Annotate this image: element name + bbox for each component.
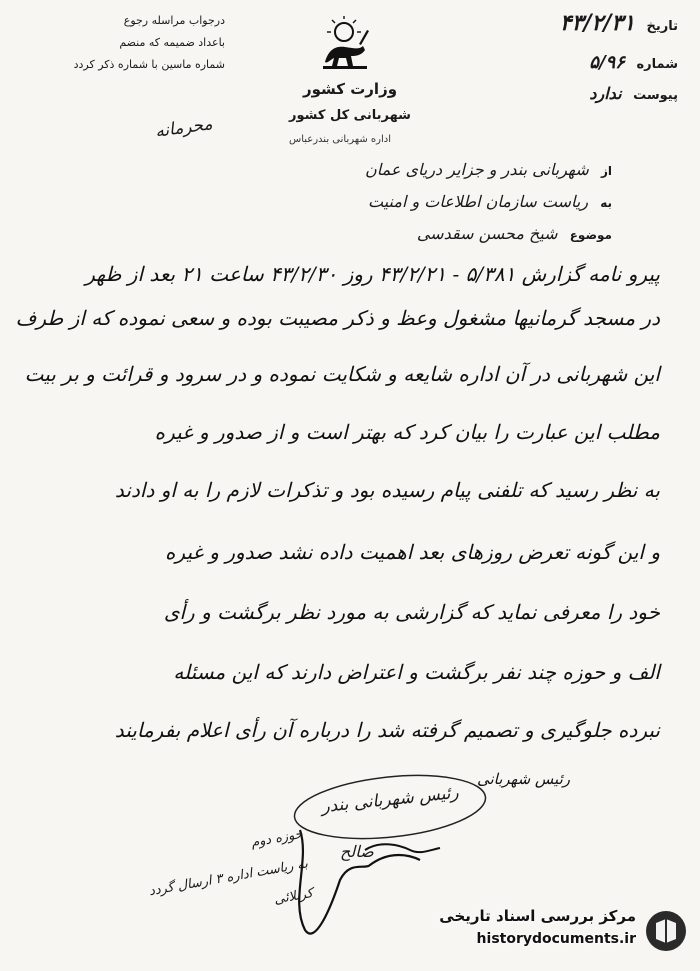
lion-and-sun-emblem-icon [315,16,373,74]
body-line-2: در مسجد گرمانیها مشغول وعظ و ذکر مصیبت بوده و سعی نموده که از طرف [15,306,660,330]
archive-logo-icon [644,909,688,953]
body-line-1: پیرو نامه گزارش ۵/۳۸۱ - ۴۳/۲/۲۱ روز ۴۳/۲/۳۰ ساعت ۲۱ بعد از ظهر [85,262,660,286]
attachment-value: ندارد [589,84,622,103]
number-label: شماره [636,57,678,72]
from-value: شهربانی بندر و جزایر دریای عمان [364,160,589,179]
body-line-3: این شهربانی در آن اداره شایعه و شکایت نموده و در سرود و قرائت و بر بیت [24,362,660,386]
closing-line: رئیس شهربانی [476,770,570,788]
body-line-4: مطلب این عبارت را بیان کرد که بهتر است و از صدور و غیره [154,420,660,444]
body-line-5: به نظر رسید که تلفنی پیام رسیده بود و تذکرات لازم را به او دادند [114,478,660,502]
to-value: ریاست سازمان اطلاعات و امنیت [368,192,589,211]
body-line-8: الف و حوزه چند نفر برگشت و اعتراض دارند که این مسئله [173,660,660,684]
reply-instruction-line: باعداد ضمیمه که منضم [119,36,225,49]
reply-instruction-line: درجواب مراسله رجوع [123,14,225,27]
body-line-7: خود را معرفی نماید که گزارشی به مورد نظر برگشت و رأی [163,600,660,624]
to-row [92,192,612,211]
ministry-name: وزارت کشور [302,80,398,98]
watermark-title: مرکز بررسی اسناد تاریخی [439,907,636,925]
to-label: به [600,196,612,210]
attachment-row [448,84,678,103]
body-line-9: نبرده جلوگیری و تصمیم گرفته شد را درباره آن رأی اعلام بفرمایند [114,718,660,742]
watermark [408,907,688,959]
margin-note: حوزه دوم [249,826,304,851]
date-value: ۴۳/۲/۳۱ [559,10,635,36]
attachment-label: پیوست [633,88,678,103]
reply-instructions [55,10,225,76]
subject-row [92,224,612,243]
body-line-6: و این گونه تعرض روزهای بعد اهمیت داده نشد صدور و غیره [164,540,660,564]
watermark-url: historydocuments.ir [476,931,636,947]
reply-instruction-line: شماره ماسین با شماره ذکر کردد [73,58,225,71]
signature-title: رئیس شهربانی بندر [320,782,460,818]
margin-note: به ریاست اداره ۳ ارسال گردد [147,856,310,900]
margin-note: کربلائی [273,885,315,908]
number-value: ۵/۹۶ [589,52,625,73]
from-label: از [600,164,612,178]
from-row [92,160,612,179]
date-row [448,10,678,36]
subject-label: موضوع [569,228,612,242]
office-name: شهربانی کل کشور [289,108,411,123]
department-name: اداره شهربانی بندرعباس [288,134,391,145]
classification-mark: محرمانه [153,114,214,142]
subject-value: شیخ محسن سقدسی [416,224,558,243]
number-row [448,52,678,73]
date-label: تاریخ [646,19,678,34]
signature-name: صالح [340,842,374,861]
